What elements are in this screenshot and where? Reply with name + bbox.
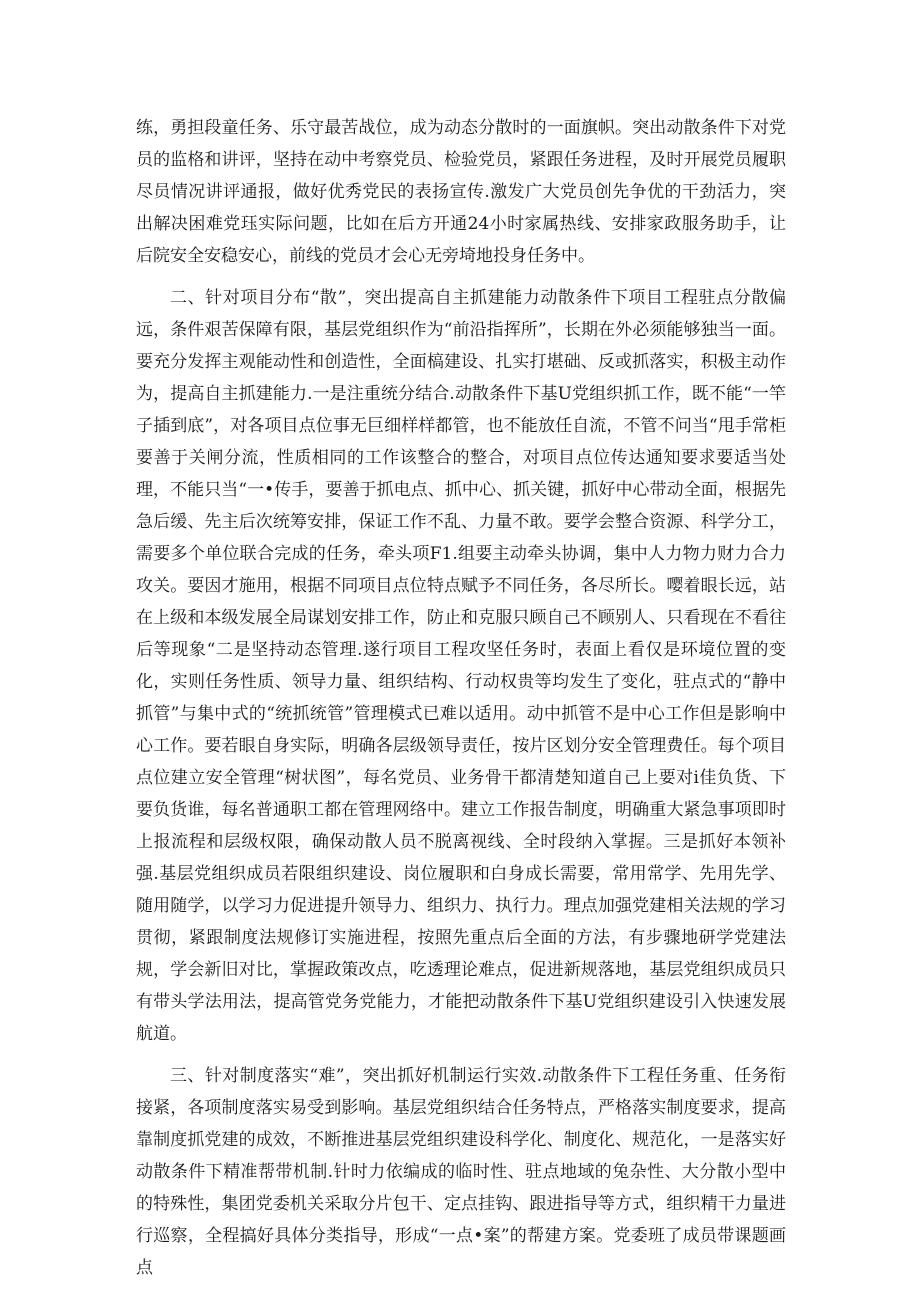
paragraph-continuation: 练，勇担段童任务、乐守最苦战位，成为动态分散时的一面旗帜。突出动散条件下对党员的监格和讲评，坚持在动中考察党员、检验党员，紧跟任务进程，及时开展党员履职尽员情况讲评通报，做好优秀党民的表扬宣传.激发广大党员创先争优的干劲活力，突出解决困难党珏实际问题，比如在后方开通24小时家属热线、安排家政服务助手，让后院安全安稳安心，前线的党员才会心无旁埼地投身任务中。	[136, 118, 786, 266]
paragraph-section-three: 三、针对制度落实“难”，突出抓好机制运行实效.动散条件下工程任务重、任务衔接紧，各项制度落实易受到影响。基层党组织结合任务特点，严格落实制度要求，提高靠制度抓党建的成效，不断推进基层党组织建设科学化、制度化、规范化，一是落实好动散条件下精准帮带机制.针时力依编成的临时性、驻点地域的兔杂性、大分散小型中的特殊性，集团党委机关采取分片包干、定点挂钩、跟进指导等方式，组织精干力量进行巡察，全程搞好具体分类指导，形成“一点•案”的帮建方案。党委班了成员带课题画点	[136, 1066, 786, 1278]
document-body	[136, 112, 786, 1284]
paragraph-section-two: 二、针对项目分布“散”，突出提高自主抓建能力动散条件下项目工程驻点分散偏远，条件艰苦保障有限，基层党组织作为“前沿指挥所”，长期在外必须能够独当一面。要充分发挥主观能动性和创造性，全面槁建设、扎实打堪础、反或抓落实，积极主动作为，提高自主抓建能力.一是注重统分结合.动散条件下基U党组织抓工作，既不能“一竿子插到底”，对各项目点位事无巨细样样都管，也不能放任自流，不管不问当“甩手常柜要善于关闸分流，性质相同的工作该整合的整合，对项目点位传达通知要求要适当处理，不能只当“一•传手，要善于抓电点、抓中心、抓关键，抓好中心带动全面，根据先急后缓、先主后次统筹安排，保证工作不乱、力量不敢。要学会整合资源、科学分工，需要多个单位联合完成的任务，牵头项F1.组要主动牵头协调，集中人力物力财力合力攻关。要因才施用，根据不同项目点位特点赋予不同任务，各尽所长。嘤着眼长远，站在上级和本级发展全局谋划安排工作，防止和克服只顾自己不顾别人、只看现在不看往后等现象“二是坚持动态管理.遂行项目工程攻坚任务时，表面上看仅是环境位置的变化，实则任务性质、领导力量、组织结构、行动权贵等均发生了变化，驻点式的“静中抓管”与集中式的“统抓统管”管理模式已难以适用。动中抓管不是中心工作但是影响中心工作。要若眼自身实际，明确各层级领导责任，按片区划分安全管理费任。每个项目点位建立安全管理“树状图”，每名党员、业务骨干都清楚知道自己上要对i佳负货、下要负货谁，每名普通职工都在管理网络中。建立工作报告制度，明确重大紧急事项即时上报流程和层级权限，确保动散人员不脱离视线、全时段纳入掌握。三是抓好本领补强.基层党组织成员若限组织建设、岗位履职和白身成长需要，常用常学、先用先学、随用随学，以学习力促进提升领导力、组织力、执行力。理点加强党建相关法规的学习贯彻，紧跟制度法规修订实施进程，按照先重点后全面的方法，有步骤地研学党建法规，学会新旧对比，掌握政策改点，吃透理论难点，促进新规落地，基层党组织成员只有带头学法用法，提高管党务党能力，才能把动散条件下基U党组织建设引入快速发展航道。	[136, 288, 786, 1044]
